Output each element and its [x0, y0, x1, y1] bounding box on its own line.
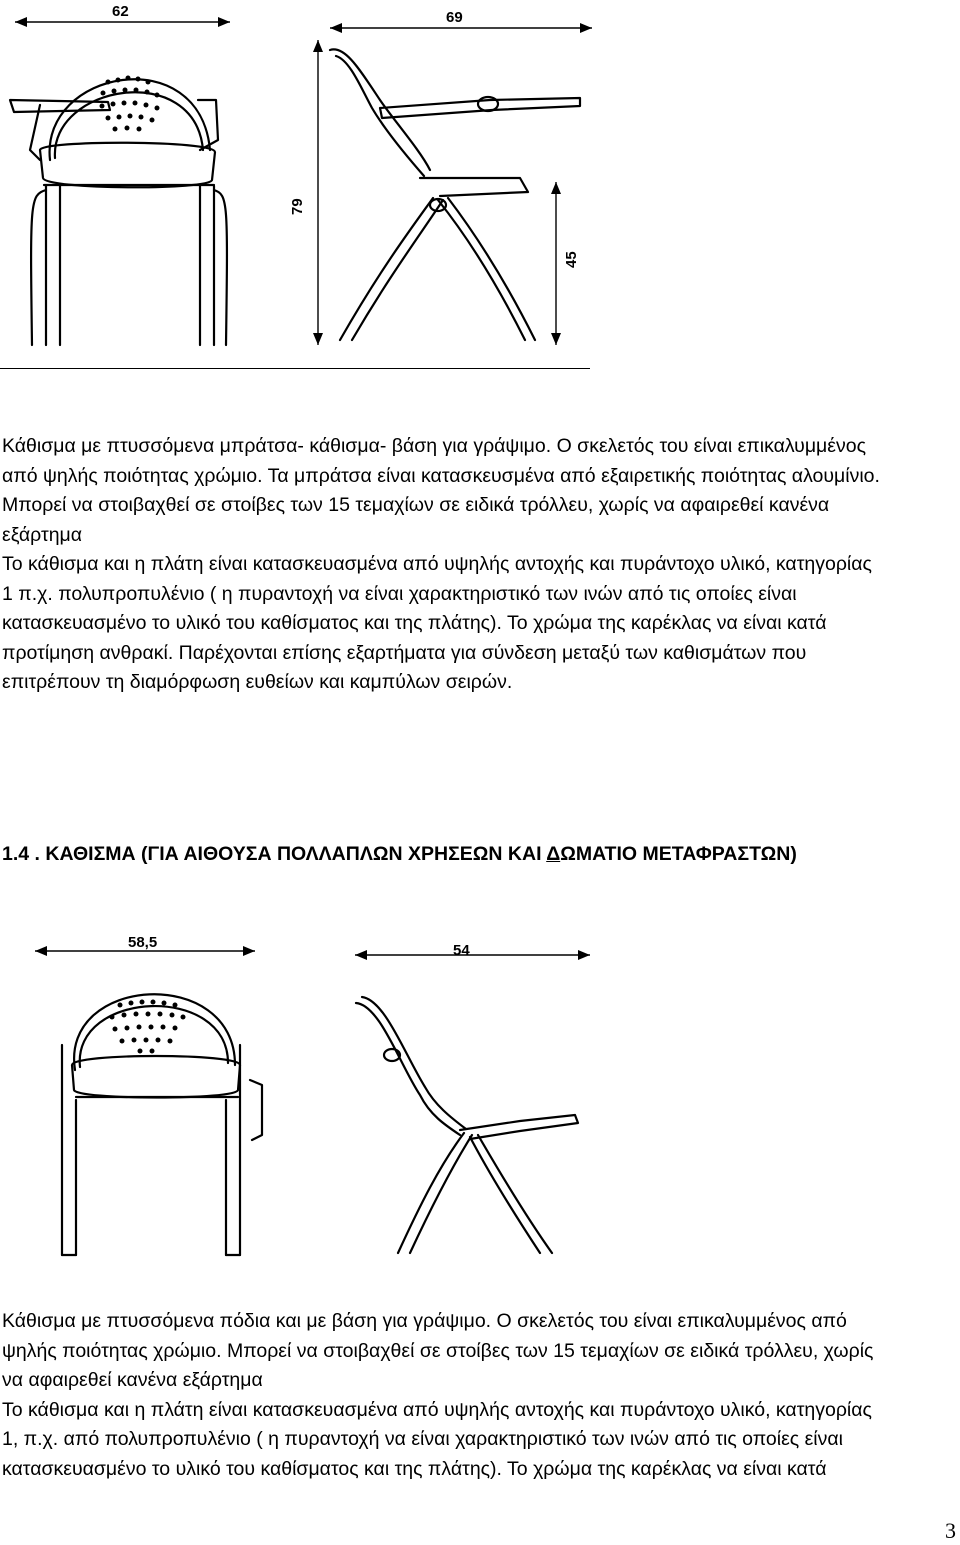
- chair-figure-1: [0, 0, 620, 370]
- paragraph-line: Κάθισμα με πτυσσόμενα μπράτσα- κάθισμα- βάση για γράψιμο. Ο σκελετός του είναι επικαλυμμένος: [2, 435, 866, 457]
- dim-side-depth: 69: [446, 9, 463, 26]
- chair-drawing-1: [0, 0, 620, 370]
- side-view-chair-2: [356, 997, 578, 1253]
- dim-front-width-2: 58,5: [128, 934, 158, 951]
- paragraph-1: [2, 432, 952, 698]
- dim-seat-height: 45: [563, 251, 580, 268]
- paragraph-line: επιτρέπουν τη διαμόρφωση ευθείων και καμπύλων σειρών.: [2, 671, 513, 693]
- paragraph-line: κατασκευασμένο το υλικό του καθίσματος και της πλάτης). Το χρώμα της καρέκλας να είναι κατά: [2, 612, 827, 634]
- dim-side-depth-2: 54: [453, 942, 470, 959]
- paragraph-line: Το κάθισμα και η πλάτη είναι κατασκευασμένα από υψηλής αντοχής και πυράντοχο υλικό, κατηγορίας: [2, 1398, 872, 1421]
- heading-text-start: 1.4 . ΚΑΘΙΣΜΑ (ΓΙΑ ΑΙΘΟΥΣΑ ΠΟΛΛΑΠΛΩΝ ΧΡΗΣΕΩΝ ΚΑΙ: [2, 843, 547, 865]
- dim-arrow-side-depth-2: [355, 950, 590, 960]
- front-view-chair-2: [62, 994, 262, 1255]
- dim-front-width: 62: [112, 3, 129, 20]
- paragraph-line: ψηλής ποιότητας χρώμιο. Μπορεί να στοιβαχθεί σε στοίβες των 15 τεμαχίων σε ειδικά τρόλλευ, χωρίς: [2, 1339, 874, 1362]
- paragraph-line: προτίμηση ανθρακί. Παρέχονται επίσης εξαρτήματα για σύνδεση μεταξύ των καθισμάτων που: [2, 641, 807, 664]
- paragraph-line: 1 π.χ. πολυπροπυλένιο ( η πυραντοχή να είναι χαρακτηριστικό των ινών από τις οποίες είναι: [2, 582, 797, 605]
- page-number: 3: [945, 1518, 956, 1543]
- paragraph-2: [2, 1307, 952, 1484]
- paragraph-line: κατασκευασμένο το υλικό του καθίσματος και της πλάτης). Το χρώμα της καρέκλας να είναι κατά: [2, 1457, 827, 1480]
- paragraph-line: να αφαιρεθεί κανένα εξάρτημα: [2, 1369, 263, 1391]
- paragraph-line: Το κάθισμα και η πλάτη είναι κατασκευασμένα από υψηλής αντοχής και πυράντοχο υλικό, κατηγορίας: [2, 553, 872, 575]
- dim-height: 79: [289, 198, 306, 215]
- chair-figure-2: [0, 925, 620, 1265]
- section-heading: [2, 843, 797, 866]
- side-view-chair: [330, 49, 580, 340]
- chair-drawing-2: [0, 925, 620, 1265]
- dim-arrow-seat-height: [551, 182, 561, 345]
- paragraph-line: 1, π.χ. από πολυπροπυλένιο ( η πυραντοχή να είναι χαρακτηριστικό των ινών από τις οποίες είναι: [2, 1428, 843, 1450]
- paragraph-line: εξάρτημα: [2, 523, 83, 546]
- paragraph-line: Κάθισμα με πτυσσόμενα πόδια και με βάση για γράψιμο. Ο σκελετός του είναι επικαλυμμένος από: [2, 1310, 847, 1332]
- heading-text-end: ΩΜΑΤΙΟ ΜΕΤΑΦΡΑΣΤΩΝ): [560, 843, 797, 865]
- dim-arrow-height: [313, 40, 323, 345]
- paragraph-line: από ψηλής ποιότητας χρώμιο. Τα μπράτσα είναι κατασκευσμένα από εξαιρετικής ποιότητας αλουμίνιο.: [2, 464, 880, 487]
- paragraph-line: Μπορεί να στοιβαχθεί σε στοίβες των 15 τεμαχίων σε ειδικά τρόλλευ, χωρίς να αφαιρεθεί κανένα: [2, 494, 830, 516]
- heading-underlined-letter: Δ: [546, 843, 561, 865]
- separator-line: [0, 368, 590, 369]
